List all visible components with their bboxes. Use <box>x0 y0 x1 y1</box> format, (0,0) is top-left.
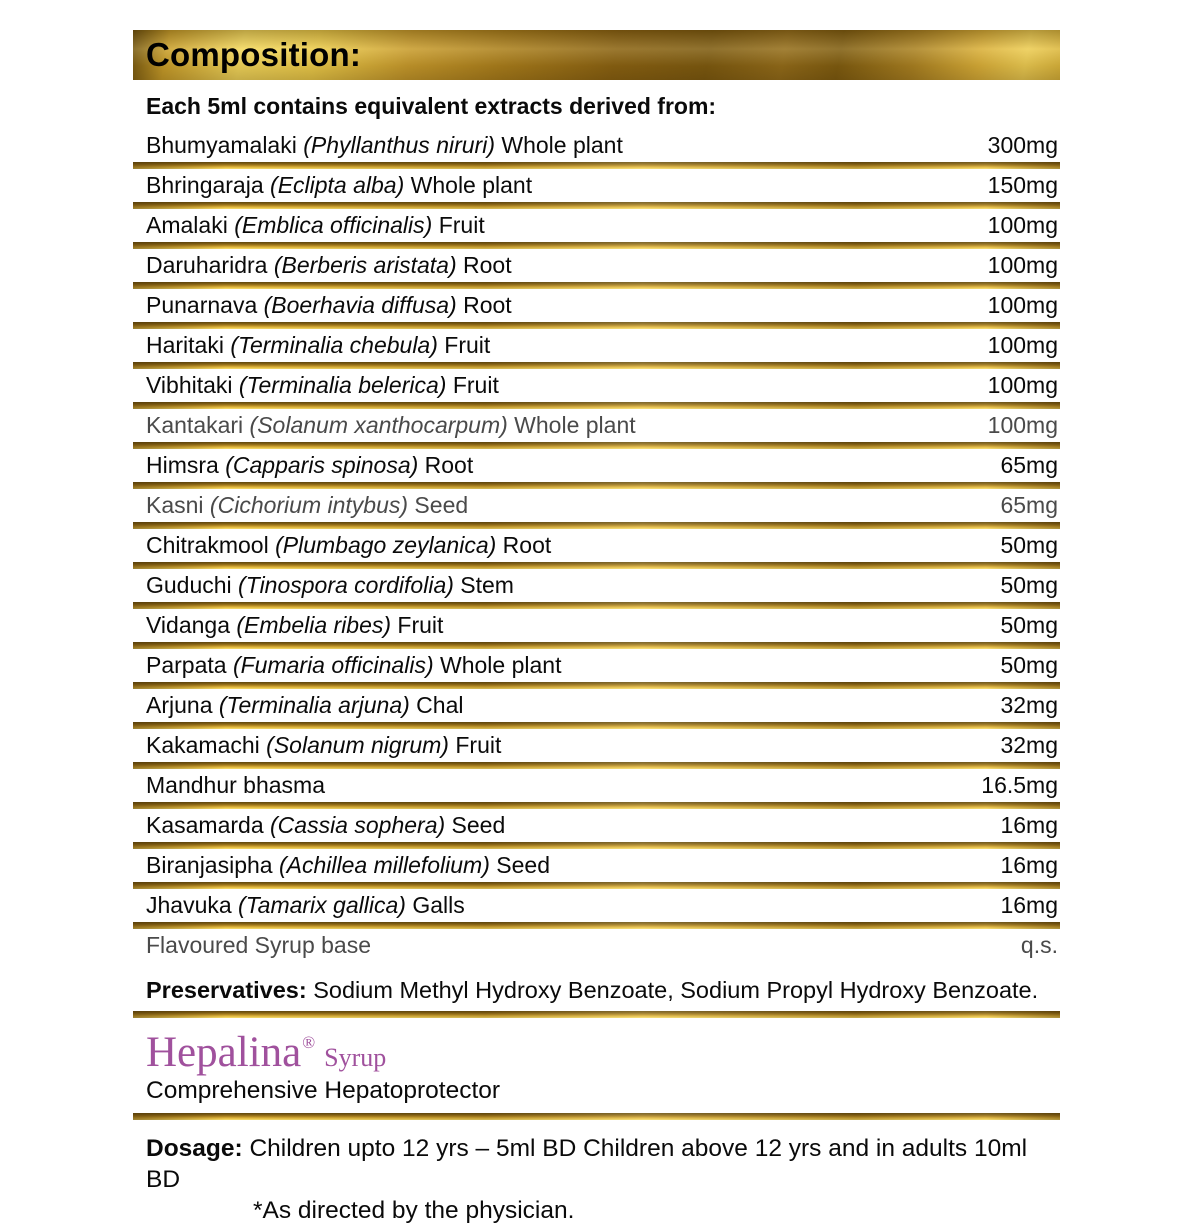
ingredient-plant-part: Root <box>496 532 552 558</box>
ingredient-amount: 100mg <box>987 332 1058 358</box>
ingredient-row <box>133 369 1060 402</box>
brand-tagline: Comprehensive Hepatoprotector <box>146 1077 501 1104</box>
dosage-note: *As directed by the physician. <box>253 1197 575 1224</box>
ingredient-latin-name: (Emblica officinalis) <box>227 212 433 238</box>
ingredient-latin-name: (Achillea millefolium) <box>272 852 490 878</box>
ingredient-amount: 100mg <box>987 412 1058 438</box>
ingredient-latin-name: (Cassia sophera) <box>263 812 446 838</box>
ingredient-plant-part: Root <box>456 292 512 318</box>
gold-divider <box>133 1113 1060 1120</box>
ingredient-plant-part: Root <box>418 452 474 478</box>
ingredient-name: Bhringaraja <box>146 172 264 198</box>
ingredient-row <box>133 249 1060 282</box>
ingredient-amount: 16.5mg <box>981 772 1058 798</box>
ingredient-name: Himsra <box>146 452 219 478</box>
gold-divider <box>133 1011 1060 1018</box>
preservatives-text: Sodium Methyl Hydroxy Benzoate, Sodium Propyl Hydroxy Benzoate. <box>306 977 1039 1003</box>
ingredient-latin-name: (Plumbago zeylanica) <box>268 532 497 558</box>
label-content <box>133 30 1060 1226</box>
ingredient-row <box>133 129 1060 162</box>
ingredient-latin-name: (Solanum xanthocarpum) <box>243 412 508 438</box>
ingredient-name: Flavoured Syrup base <box>146 932 372 958</box>
ingredient-plant-part: Whole plant <box>433 652 562 678</box>
ingredient-amount: 150mg <box>987 172 1058 198</box>
ingredient-plant-part: Chal <box>409 692 464 718</box>
gold-divider <box>133 402 1060 409</box>
gold-divider <box>133 442 1060 449</box>
ingredient-text <box>146 732 501 759</box>
ingredient-amount: 16mg <box>1000 892 1058 918</box>
gold-divider <box>133 282 1060 289</box>
ingredient-name: Mandhur bhasma <box>146 772 325 798</box>
gold-divider <box>133 202 1060 209</box>
ingredient-row <box>133 649 1060 682</box>
ingredients-table <box>133 129 1060 962</box>
ingredient-amount: 100mg <box>987 292 1058 318</box>
ingredient-latin-name: (Tamarix gallica) <box>231 892 406 918</box>
gold-divider <box>133 722 1060 729</box>
ingredient-text <box>146 332 490 359</box>
ingredient-plant-part: Whole plant <box>507 412 636 438</box>
ingredient-text <box>146 132 623 159</box>
brand-lockup <box>133 1031 1060 1075</box>
gold-divider <box>133 882 1060 889</box>
ingredient-name: Kasni <box>146 492 204 518</box>
ingredient-row <box>133 529 1060 562</box>
ingredient-amount: 100mg <box>987 252 1058 278</box>
ingredient-amount: 16mg <box>1000 852 1058 878</box>
ingredient-text <box>146 892 465 919</box>
ingredient-name: Daruharidra <box>146 252 268 278</box>
ingredient-amount: 50mg <box>1000 532 1058 558</box>
gold-divider <box>133 802 1060 809</box>
gold-divider <box>133 162 1060 169</box>
ingredient-latin-name: (Capparis spinosa) <box>218 452 419 478</box>
ingredient-name: Vidanga <box>146 612 230 638</box>
gold-divider <box>133 362 1060 369</box>
ingredient-plant-part: Whole plant <box>494 132 623 158</box>
ingredient-text <box>146 652 561 679</box>
ingredient-text <box>146 692 463 719</box>
contents-intro-text: Each 5ml contains equivalent extracts derived from: <box>146 93 717 119</box>
ingredient-name: Chitrakmool <box>146 532 269 558</box>
preservatives-line <box>133 977 1060 1004</box>
ingredient-plant-part: Fruit <box>446 372 499 398</box>
ingredient-name: Vibhitaki <box>146 372 233 398</box>
ingredient-latin-name: (Eclipta alba) <box>263 172 405 198</box>
gold-divider <box>133 562 1060 569</box>
ingredient-name: Kasamarda <box>146 812 264 838</box>
ingredient-text <box>146 212 485 239</box>
ingredient-latin-name: (Tinospora cordifolia) <box>231 572 454 598</box>
gold-divider <box>133 242 1060 249</box>
gold-divider <box>133 522 1060 529</box>
ingredient-plant-part: Fruit <box>437 332 491 358</box>
ingredient-plant-part: Root <box>456 252 512 278</box>
gold-divider <box>133 842 1060 849</box>
ingredient-row <box>133 689 1060 722</box>
ingredient-text <box>146 372 499 399</box>
ingredient-name: Guduchi <box>146 572 232 598</box>
ingredient-amount: 16mg <box>1000 812 1058 838</box>
gold-divider <box>133 482 1060 489</box>
ingredient-plant-part: Seed <box>408 492 469 518</box>
ingredient-text <box>146 852 550 879</box>
ingredient-plant-part: Fruit <box>391 612 444 638</box>
ingredient-latin-name: (Terminalia chebula) <box>223 332 438 358</box>
ingredient-row <box>133 169 1060 202</box>
ingredient-text <box>146 612 443 639</box>
ingredient-amount: 50mg <box>1000 652 1058 678</box>
ingredient-name: Haritaki <box>146 332 224 358</box>
ingredient-amount: 100mg <box>987 372 1058 398</box>
ingredient-amount: 32mg <box>1000 692 1058 718</box>
ingredient-amount: 32mg <box>1000 732 1058 758</box>
ingredient-latin-name: (Embelia ribes) <box>230 612 392 638</box>
composition-title: Composition: <box>146 36 362 73</box>
ingredient-amount: 65mg <box>1000 452 1058 478</box>
ingredient-row <box>133 569 1060 602</box>
ingredient-row <box>133 209 1060 242</box>
ingredient-text <box>146 572 514 599</box>
ingredient-text <box>146 412 636 439</box>
ingredient-text <box>146 172 532 199</box>
ingredient-name: Jhavuka <box>146 892 232 918</box>
ingredient-row <box>133 329 1060 362</box>
ingredient-text <box>146 772 325 799</box>
ingredient-row <box>133 489 1060 522</box>
ingredient-latin-name: (Solanum nigrum) <box>259 732 449 758</box>
ingredient-plant-part: Whole plant <box>404 172 533 198</box>
ingredient-plant-part: Stem <box>453 572 514 598</box>
ingredient-latin-name: (Phyllanthus niruri) <box>296 132 495 158</box>
ingredient-latin-name: (Boerhavia diffusa) <box>257 292 457 318</box>
gold-divider <box>133 322 1060 329</box>
registered-trademark-symbol: ® <box>302 1033 316 1052</box>
brand-name: Hepalina <box>146 1029 302 1076</box>
ingredient-text <box>146 452 473 479</box>
ingredient-amount: 50mg <box>1000 612 1058 638</box>
brand-suffix: Syrup <box>324 1043 387 1072</box>
ingredient-name: Kantakari <box>146 412 244 438</box>
gold-divider <box>133 922 1060 929</box>
ingredient-row <box>133 289 1060 322</box>
ingredient-latin-name: (Fumaria officinalis) <box>226 652 434 678</box>
gold-divider <box>133 682 1060 689</box>
gold-divider <box>133 642 1060 649</box>
dosage-label: Dosage: <box>146 1135 243 1162</box>
ingredient-plant-part: Fruit <box>432 212 485 238</box>
ingredient-text <box>146 932 371 959</box>
ingredient-row <box>133 609 1060 642</box>
dosage-block <box>133 1133 1060 1226</box>
ingredient-name: Bhumyamalaki <box>146 132 297 158</box>
ingredient-row <box>133 409 1060 442</box>
ingredient-row <box>133 849 1060 882</box>
ingredient-name: Kakamachi <box>146 732 260 758</box>
composition-banner <box>133 30 1060 80</box>
ingredient-plant-part: Seed <box>489 852 550 878</box>
ingredient-amount: 300mg <box>987 132 1058 158</box>
ingredient-plant-part: Galls <box>405 892 465 918</box>
ingredient-latin-name: (Berberis aristata) <box>267 252 457 278</box>
ingredient-row <box>133 449 1060 482</box>
ingredient-plant-part: Seed <box>445 812 506 838</box>
ingredient-text <box>146 532 551 559</box>
ingredient-name: Amalaki <box>146 212 228 238</box>
ingredient-amount: q.s. <box>1020 932 1058 958</box>
ingredient-name: Arjuna <box>146 692 213 718</box>
dosage-text: Children upto 12 yrs – 5ml BD Children above 12 yrs and in adults 10ml BD <box>146 1135 1028 1193</box>
ingredient-latin-name: (Terminalia arjuna) <box>212 692 410 718</box>
ingredient-latin-name: (Cichorium intybus) <box>203 492 409 518</box>
ingredient-amount: 65mg <box>1000 492 1058 518</box>
ingredient-name: Parpata <box>146 652 227 678</box>
ingredient-text <box>146 292 512 319</box>
dosage-line <box>146 1133 1060 1195</box>
ingredient-text <box>146 252 512 279</box>
ingredient-row <box>133 929 1060 962</box>
ingredient-name: Biranjasipha <box>146 852 273 878</box>
ingredient-row <box>133 809 1060 842</box>
ingredient-text <box>146 812 505 839</box>
ingredient-latin-name: (Terminalia belerica) <box>232 372 447 398</box>
ingredient-row <box>133 729 1060 762</box>
ingredient-plant-part: Fruit <box>448 732 502 758</box>
ingredient-row <box>133 889 1060 922</box>
ingredient-name: Punarnava <box>146 292 258 318</box>
gold-divider <box>133 762 1060 769</box>
ingredient-amount: 50mg <box>1000 572 1058 598</box>
gold-divider <box>133 602 1060 609</box>
ingredient-row <box>133 769 1060 802</box>
ingredient-amount: 100mg <box>987 212 1058 238</box>
ingredient-text <box>146 492 468 519</box>
preservatives-label: Preservatives: <box>146 977 307 1003</box>
